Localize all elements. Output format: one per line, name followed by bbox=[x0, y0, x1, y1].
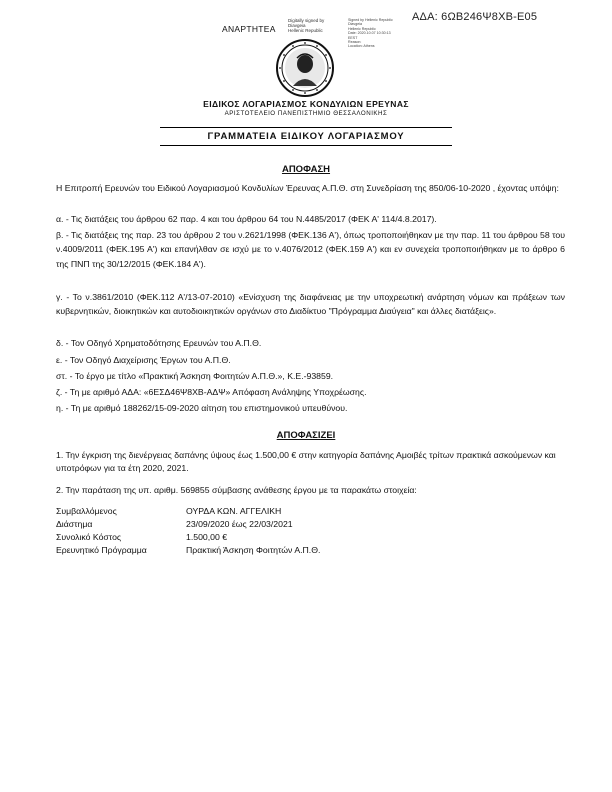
signature-meta-line: Signed by Hellenic Republic bbox=[348, 18, 393, 22]
contract-row bbox=[56, 518, 293, 531]
signature-line: Diavgeia bbox=[288, 23, 306, 28]
contract-label: Συμβαλλόμενος bbox=[56, 506, 117, 516]
section-divider bbox=[160, 145, 452, 146]
signature-meta-line: Hellenic Republic bbox=[348, 26, 376, 31]
legal-basis-item: ε. - Τον Οδηγό Διαχείρισης Έργων του Α.Π.Θ. bbox=[56, 355, 231, 365]
contract-row bbox=[56, 531, 227, 544]
digital-signature-meta bbox=[348, 18, 408, 49]
signature-line: Digitally signed by bbox=[288, 18, 325, 23]
contract-value: ΟΥΡΔΑ ΚΩΝ. ΑΓΓΕΛΙΚΗ bbox=[186, 506, 282, 516]
decision-point: 1. Την έγκριση της διενέργειας δαπάνης ύψους έως 1.500,00 € στην κατηγορία δαπάνης Αμοιβές τρίτων πρακτικά ασκούμενων και υποτρόφων για τα έτη 2020, 2021. bbox=[56, 450, 556, 474]
contract-value: Πρακτική Άσκηση Φοιτητών Α.Π.Θ. bbox=[186, 545, 321, 555]
contract-row bbox=[56, 505, 281, 518]
legal-basis-item: δ. - Τον Οδηγό Χρηματοδότησης Ερευνών του Α.Π.Θ. bbox=[56, 338, 262, 348]
contract-label: Ερευνητικό Πρόγραμμα bbox=[56, 545, 147, 555]
contract-label: Συνολικό Κόστος bbox=[56, 532, 122, 542]
decision-heading: ΑΠΟΦΑΣΗ bbox=[281, 164, 331, 175]
decision-point: 2. Την παράταση της υπ. αριθμ. 569855 σύμβασης ανάθεσης έργου με τα παρακάτω στοιχεία: bbox=[56, 485, 417, 495]
organization-name: ΕΙΔΙΚΟΣ ΛΟΓΑΡΙΑΣΜΟΣ ΚΟΝΔΥΛΙΩΝ ΕΡΕΥΝΑΣ bbox=[203, 99, 409, 109]
contract-label: Διάστημα bbox=[56, 519, 93, 529]
legal-basis-item: ζ. - Τη με αριθμό ΑΔΑ: «6ΕΣΔ46Ψ8ΧΒ-ΑΔΨ» Απόφαση Ανάληψης Υποχρέωσης. bbox=[56, 387, 367, 397]
digital-signature-block bbox=[288, 18, 348, 33]
university-emblem-icon bbox=[275, 38, 335, 98]
ada-code: ΑΔΑ: 6ΩΒ246Ψ8ΧΒ-Ε05 bbox=[412, 11, 538, 23]
contract-value: 23/09/2020 έως 22/03/2021 bbox=[186, 519, 293, 529]
publish-label: ΑΝΑΡΤΗΤΕΑ bbox=[222, 24, 276, 34]
decision-intro: Η Επιτροπή Ερευνών του Ειδικού Λογαριασμού Κονδυλίων Έρευνας Α.Π.Θ. στη Συνεδρίαση της 850/06-10-2020 , έχοντας υπόψη: bbox=[56, 183, 559, 193]
signature-meta-line: Diavgeia bbox=[348, 22, 362, 27]
contract-row bbox=[56, 544, 320, 557]
legal-basis-item: στ. - Το έργο με τίτλο «Πρακτική Άσκηση Φοιτητών Α.Π.Θ.», Κ.Ε.-93859. bbox=[56, 371, 334, 381]
legal-basis-item: γ. - Το ν.3861/2010 (ΦΕΚ.112 Α'/13-07-2010) «Ενίσχυση της διαφάνειας με την υποχρεωτική ανάρτηση νόμων και πράξεων των κυβερνητικών, διοικητικών και αυτοδιοικητικών οργάνων στο Διαδίκτυο "Πρόγραμμα Διαύγεια" και άλλες διατάξεις». bbox=[56, 292, 565, 317]
signature-meta-line: Location: Athens bbox=[348, 44, 375, 49]
signature-line: Hellenic Republic bbox=[288, 28, 323, 33]
section-divider bbox=[160, 127, 452, 128]
decides-heading: ΑΠΟΦΑΣΙΖΕΙ bbox=[276, 430, 336, 441]
legal-basis-item: η. - Τη με αριθμό 188262/15-09-2020 αίτηση του επιστημονικού υπευθύνου. bbox=[56, 403, 348, 413]
contract-value: 1.500,00 € bbox=[186, 532, 228, 542]
legal-basis-item: β. - Τις διατάξεις της παρ. 23 του άρθρου 2 του ν.2621/1998 (ΦΕΚ.136 Α'), όπως τροποποιήθηκαν με την παρ. 11 του άρθρου 58 του ν.4009/2011 (ΦΕΚ.195 Α') και επανήλθαν σε ισχύ με το ν.4076/2012 (ΦΕΚ.159 Α') και εν συνεχεία τροποποιήθηκαν με το άρθρο 6 της ΠΝΠ της 30/12/2015 (ΦΕΚ.184 Α'). bbox=[56, 230, 565, 269]
signature-meta-line: Reason: bbox=[348, 40, 362, 45]
signature-meta-line: Date: 2020.10.07 10:30:13 bbox=[348, 31, 391, 36]
section-title: ΓΡΑΜΜΑΤΕΙΑ ΕΙΔΙΚΟΥ ΛΟΓΑΡΙΑΣΜΟΥ bbox=[207, 131, 405, 142]
legal-basis-item: α. - Τις διατάξεις του άρθρου 62 παρ. 4 και του άρθρου 64 του Ν.4485/2017 (ΦΕΚ Α' 114/4.8.2017). bbox=[56, 214, 437, 224]
signature-meta-line: EEST bbox=[348, 35, 358, 40]
organization-subtitle: ΑΡΙΣΤΟΤΕΛΕΙΟ ΠΑΝΕΠΙΣΤΗΜΙΟ ΘΕΣΣΑΛΟΝΙΚΗΣ bbox=[224, 110, 388, 117]
